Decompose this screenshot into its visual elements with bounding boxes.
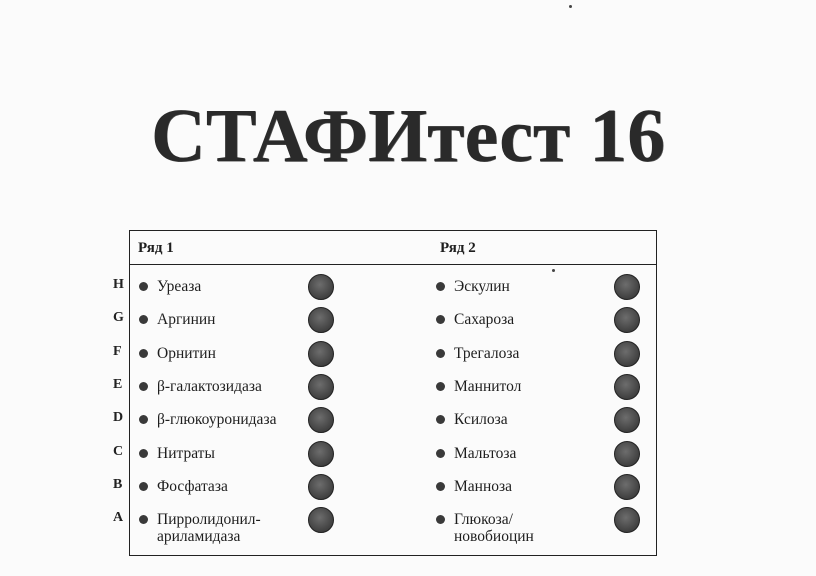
row1-well [308,374,334,400]
row2-test-label: Сахароза [454,311,515,329]
row1-well [308,341,334,367]
row2-test-label: Эскулин [454,278,510,295]
row2-well [614,274,640,300]
row-letter: E [113,376,123,392]
row1-test-label: Пирролидонил- ариламидаза [157,511,261,546]
row2-test-label: Глюкоза/ новобиоцин [454,511,534,546]
row2-well [614,507,640,533]
column1-title: Ряд 1 [138,240,174,256]
bullet-icon [139,315,148,324]
row1-well [308,441,334,467]
row2-well [614,474,640,500]
test-panel [129,230,657,556]
bullet-icon [436,349,445,358]
bullet-icon [436,449,445,458]
panel-header [130,231,656,265]
row-letter: G [113,310,124,326]
row1-well [308,507,334,533]
row-letter: B [113,476,123,492]
row1-test-label: Нитраты [157,444,215,462]
scan-speck [569,5,572,8]
row2-test-label: Мальтоза [454,444,517,462]
row1-well [308,307,334,333]
row-letter: C [113,443,124,459]
bullet-icon [436,415,445,424]
row2-test-label: Манноза [454,477,513,495]
row2-well [614,407,640,433]
row1-test-label: β-галактозидаза [157,377,262,395]
row1-test-label: Уреаза [157,278,202,295]
row-letter: H [113,277,124,292]
page-title: СТАФИтест 16 [150,94,666,178]
bullet-icon [139,282,148,291]
bullet-icon [139,415,148,424]
bullet-icon [139,382,148,391]
row2-well [614,307,640,333]
bullet-icon [436,282,445,291]
row2-test-label: Маннитол [454,377,522,395]
bullet-icon [436,515,445,524]
row1-well [308,474,334,500]
row2-well [614,374,640,400]
row1-test-label: β-глюкоуронидаза [157,411,277,429]
row1-well [308,407,334,433]
row2-test-label: Трегалоза [454,344,520,362]
row-letter: A [113,510,124,526]
bullet-icon [139,482,148,491]
row-letter: F [113,343,122,359]
bullet-icon [139,449,148,458]
bullet-icon [436,382,445,391]
row1-well [308,274,334,300]
row2-well [614,441,640,467]
row-letter: D [113,410,124,426]
row1-test-label: Орнитин [157,344,216,362]
bullet-icon [436,315,445,324]
bullet-icon [139,515,148,524]
row1-test-label: Фосфатаза [157,477,228,495]
bullet-icon [139,349,148,358]
row2-test-label: Ксилоза [454,411,508,429]
column2-title: Ряд 2 [440,240,476,256]
row2-well [614,341,640,367]
bullet-icon [436,482,445,491]
row1-test-label: Аргинин [157,311,216,329]
